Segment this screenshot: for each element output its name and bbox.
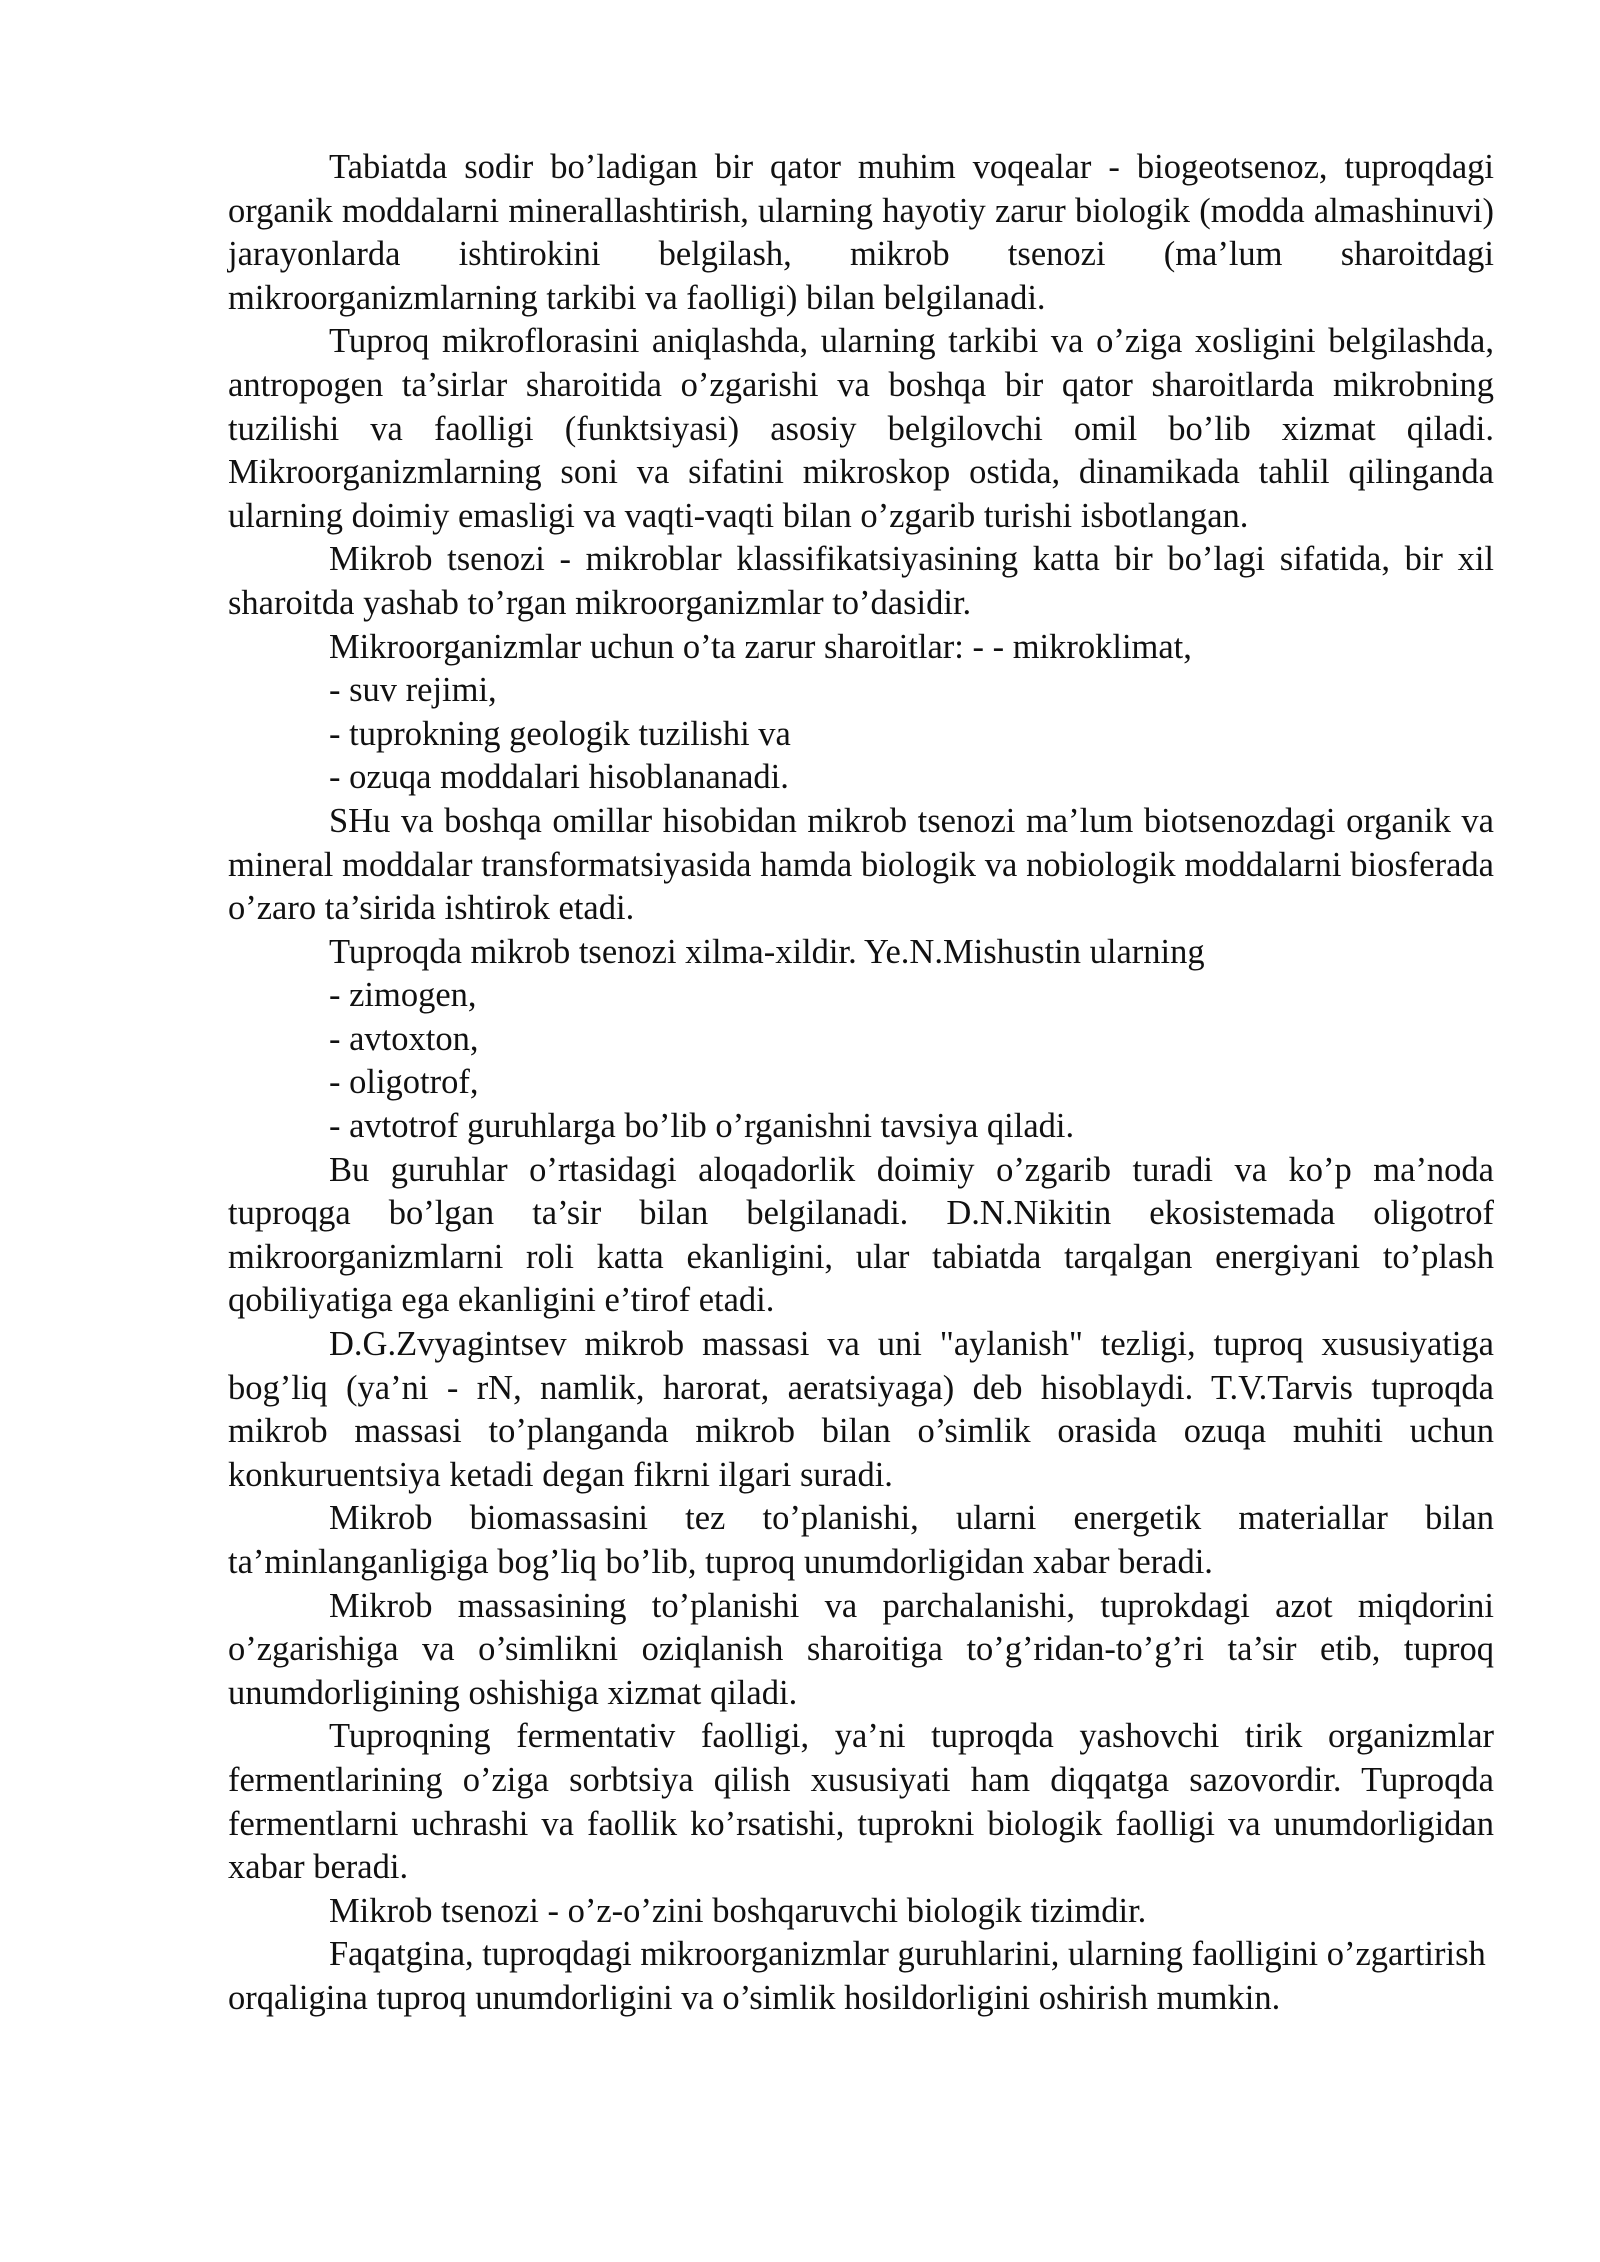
list-item-nutrients: - ozuqa moddalari hisoblananadi.: [329, 758, 789, 797]
paragraph-transformation: SHu va boshqa omillar hisobidan mikrob tsenozi ma’lum biotsenozdagi organik va mineral moddalar transformatsiyasida hamda biologik va nobiologik moddalarni biosferada o’zaro ta’sirida ishtirok etadi.: [228, 801, 1494, 928]
list-item-water-regime: - suv rejimi,: [329, 671, 497, 710]
paragraph-mass-decomposition: Mikrob massasining to’planishi va parchalanishi, tuprokdagi azot miqdorini o’zgarishiga va o’simlikni oziqlanish sharoitiga to’g’ridan-to’g’ri ta’sir etib, tuproq unumdorligining oshishiga xizmat qiladi.: [228, 1586, 1494, 1712]
list-item-geology: - tuprokning geologik tuzilishi va: [329, 714, 791, 753]
list-item-autochthonous: - avtoxton,: [329, 1019, 479, 1058]
paragraph-soil-microflora: Tuproq mikroflorasini aniqlashda, ularning tarkibi va o’ziga xosligini belgilashda, antropogen ta’sirlar sharoitida o’zgarishi va boshqa bir qator sharoitlarda mikrobning tuzilishi va faolligi (funktsiyasi) asosiy belgilovchi omil bo’lib xizmat qiladi. Mikroorganizmlarning soni va sifatini mikroskop ostida, dinamikada tahlil qilinganda ularning doimiy emasligi va vaqti-vaqti bilan o’zgarib turishi isbotlangan.: [228, 322, 1494, 535]
list-item-oligotrophic: - oligotrof,: [329, 1063, 479, 1102]
paragraph-self-regulating: Mikrob tsenozi - o’z-o’zini boshqaruvchi biologik tizimdir.: [329, 1891, 1147, 1930]
list-heading-groups: Tuproqda mikrob tsenozi xilma-xildir. Ye.N.Mishustin ularning: [329, 932, 1205, 971]
paragraph-biomass-accumulation: Mikrob biomassasini tez to’planishi, ularni energetik materiallar bilan ta’minlanganligiga bog’liq bo’lib, tuproq unumdorligidan xabar beradi.: [228, 1499, 1494, 1581]
list-item-zymogenous: - zimogen,: [329, 976, 477, 1015]
paragraph-zvyagintsev: D.G.Zvyagintsev mikrob massasi va uni "aylanish" tezligi, tuproq xususiyatiga bog’liq (ya’ni - rN, namlik, harorat, aeratsiyaga) deb hisoblaydi. T.V.Tarvis tuproqda mikrob massasi to’planganda mikrob bilan o’simlik orasida ozuqa muhiti uchun konkuruentsiya ketadi degan fikrni ilgari suradi.: [228, 1325, 1494, 1494]
list-item-autotrophic: - avtotrof guruhlarga bo’lib o’rganishni tavsiya qiladi.: [329, 1107, 1075, 1146]
paragraph-biogeocenosis: Tabiatda sodir bo’ladigan bir qator muhim voqealar - biogeotsenoz, tuproqdagi organik moddalarni minerallashtirish, ularning hayotiy zarur biologik (modda almashinuvi) jarayonlarda ishtirokini belgilash, mikrob tsenozi (ma’lum sharoitdagi mikroorganizmlarning tarkibi va faolligi) bilan belgilanadi.: [228, 148, 1494, 317]
paragraph-group-relations: Bu guruhlar o’rtasidagi aloqadorlik doimiy o’zgarib turadi va ko’p ma’noda tuproqga bo’lgan ta’sir bilan belgilanadi. D.N.Nikitin ekosistemada oligotrof mikroorganizmlarni roli katta ekanligini, ular tabiatda tarqalgan energiyani to’plash qobiliyatiga ega ekanligini e’tirof etadi.: [228, 1150, 1494, 1320]
paragraph-enzymatic-activity: Tuproqning fermentativ faolligi, ya’ni tuproqda yashovchi tirik organizmlar fermentlarining o’ziga sorbtsiya qilish xususiyati ham diqqatga sazovordir. Tuproqda fermentlarni uchrashi va faollik ko’rsatishi, tuprokni biologik faolligi va unumdorligidan xabar beradi.: [228, 1717, 1494, 1887]
paragraph-microbial-cenosis-definition: Mikrob tsenozi - mikroblar klassifikatsiyasining katta bir bo’lagi sifatida, bir xil sharoitda yashab to’rgan mikroorganizmlar to’dasidir.: [228, 540, 1494, 622]
paragraph-conclusion: Faqatgina, tuproqdagi mikroorganizmlar guruhlarini, ularning faolligini o’zgartirish orqaligina tuproq unumdorligini va o’simlik hosildorligini oshirish mumkin.: [228, 1935, 1486, 2017]
document-page: [228, 146, 1494, 2021]
list-heading-conditions: Mikroorganizmlar uchun o’ta zarur sharoitlar: - - mikroklimat,: [329, 627, 1192, 666]
